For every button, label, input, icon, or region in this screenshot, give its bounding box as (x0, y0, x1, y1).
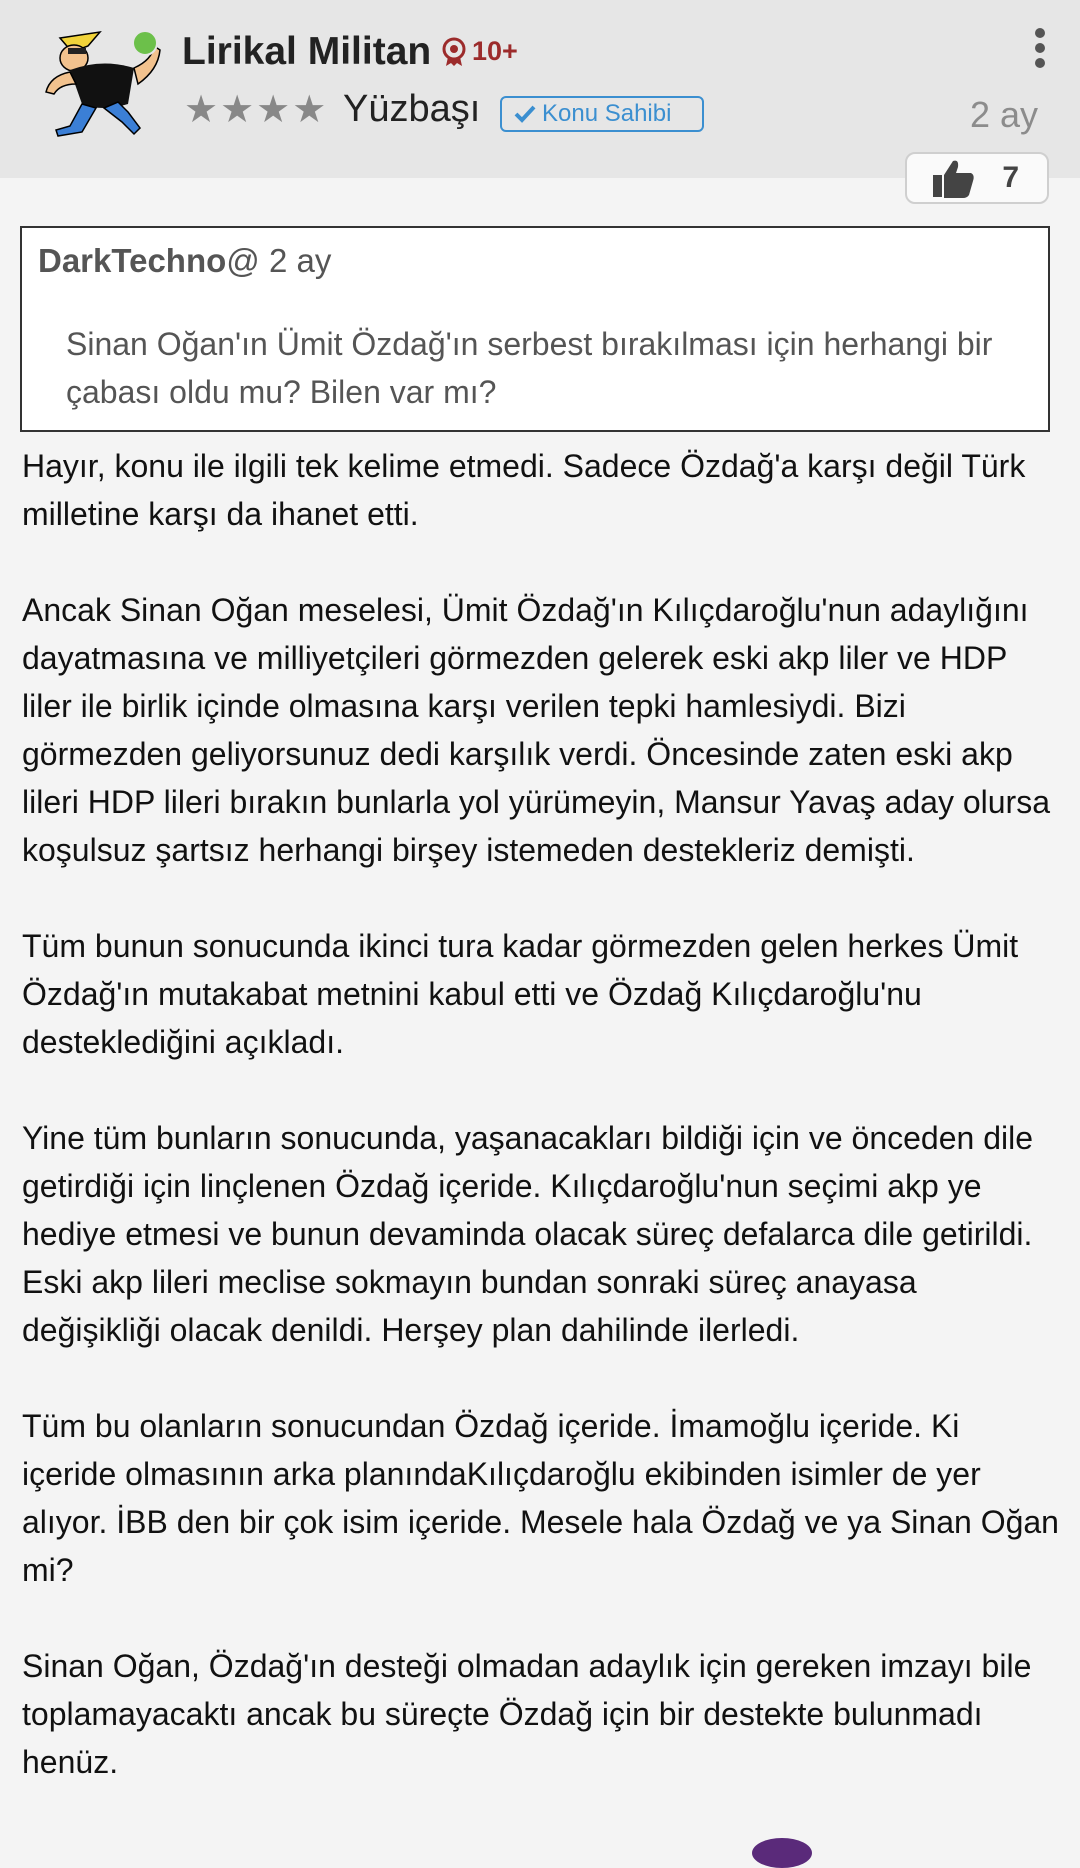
rating-stars (184, 90, 326, 130)
topic-owner-tag (500, 96, 704, 132)
like-count: 7 (1002, 161, 1019, 194)
checkmark-icon (514, 104, 536, 124)
quoted-message (20, 226, 1050, 432)
star-icon: ★ (184, 89, 219, 131)
quote-author[interactable]: DarkTechno (38, 242, 227, 279)
thumbs-up-icon (931, 157, 975, 199)
star-icon: ★ (256, 89, 291, 131)
rosette-icon (440, 37, 468, 67)
like-button[interactable] (905, 152, 1049, 204)
user-rank: Yüzbaşı (343, 88, 481, 130)
quote-time: @ 2 ay (226, 242, 332, 279)
username[interactable]: Lirikal Militan (182, 30, 432, 73)
post-paragraph: Tüm bu olanların sonucundan Özdağ içeride. İmamoğlu içeride. Ki içeride olmasının arka planındaKılıçdaroğlu ekibinden isimler de yer alıyor. İBB den bir çok isim içeride. Mesele hala Özdağ ve ya Sinan Oğan mi? (22, 1408, 1059, 1588)
quote-header (38, 242, 331, 280)
post-paragraph: Yine tüm bunların sonucunda, yaşanacakları bildiği için ve önceden dile getirdiği için linçlenen Özdağ içeride. Kılıçdaroğlu'nun seçimi akp ye hediye etmesi ve bunun devaminda olacak süreç defalarca dile getirildi. Eski akp lileri meclise sokmayın bundan sonraki süreç anayasa değişikliği olacak denildi. Herşey plan dahilinde ilerledi. (22, 1120, 1033, 1348)
post-paragraph: Sinan Oğan, Özdağ'ın desteği olmadan adaylık için gereken imzayı bile toplamayacaktı ancak bu süreçte Özdağ için bir destekte bulunmadı henüz. (22, 1648, 1032, 1780)
partial-avatar (752, 1838, 812, 1868)
online-status-dot (132, 30, 158, 56)
star-icon: ★ (292, 89, 327, 131)
user-badge[interactable] (440, 36, 518, 67)
quote-text: Sinan Oğan'ın Ümit Özdağ'ın serbest bırakılması için herhangi bir çabası oldu mu? Bilen var mı? (66, 326, 993, 410)
post-body (22, 442, 1062, 1834)
post-time: 2 ay (969, 94, 1038, 135)
owner-tag-label: Konu Sahibi (542, 100, 672, 127)
post-paragraph: Tüm bunun sonucunda ikinci tura kadar görmezden gelen herkes Ümit Özdağ'ın mutakabat metnini kabul etti ve Özdağ Kılıçdaroğlu'nu desteklediğini açıkladı. (22, 928, 1019, 1060)
more-vertical-icon[interactable] (1028, 28, 1052, 72)
star-icon: ★ (220, 89, 255, 131)
post-paragraph: Hayır, konu ile ilgili tek kelime etmedi. Sadece Özdağ'a karşı değil Türk milletine karşı da ihanet etti. (22, 448, 1026, 532)
badge-label: 10+ (472, 36, 518, 66)
post-paragraph: Ancak Sinan Oğan meselesi, Ümit Özdağ'ın Kılıçdaroğlu'nun adaylığını dayatmasına ve milliyetçileri görmezden gelerek eski akp liler ve HDP liler ile birlik içinde olmasına karşı verilen tepki hamlesiydi. Bizi görmezden geliyorsunuz dedi karşılık verdi. Öncesinde zaten eski akp lileri HDP lileri bırakın bunlarla yol yürümeyin, Mansur Yavaş aday olursa koşulsuz şartsız herhangi birşey istemeden destekleriz demişti. (22, 592, 1050, 868)
